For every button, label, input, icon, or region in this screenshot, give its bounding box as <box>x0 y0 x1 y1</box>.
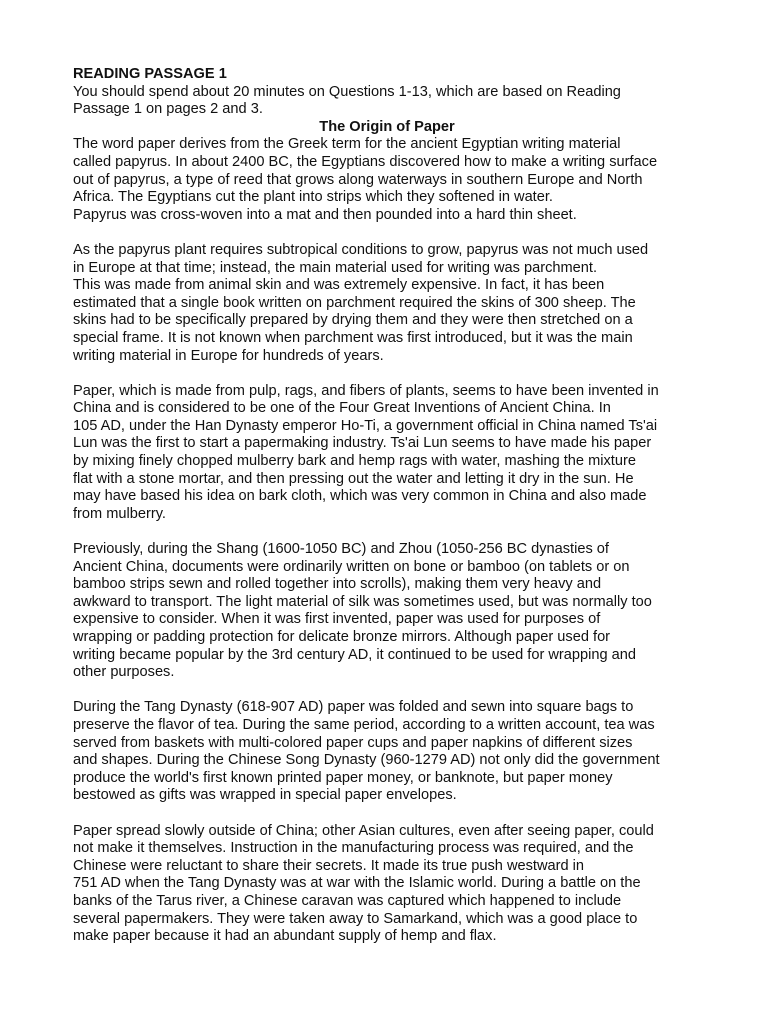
paragraph-line: During the Tang Dynasty (618-907 AD) paper was folded and sewn into square bags to <box>73 699 634 716</box>
paragraph-line: As the papyrus plant requires subtropical conditions to grow, papyrus was not much used <box>73 241 649 258</box>
paragraph <box>73 823 701 946</box>
paragraph-line: Paper spread slowly outside of China; other Asian cultures, even after seeing paper, could <box>73 822 654 839</box>
instructions-line: You should spend about 20 minutes on Questions 1-13, which are based on Reading <box>73 83 621 100</box>
paragraph-line: Ancient China, documents were ordinarily written on bone or bamboo (on tablets or on <box>73 558 630 575</box>
paragraph-line: bestowed as gifts was wrapped in special paper envelopes. <box>73 787 457 804</box>
paragraph <box>73 383 701 524</box>
paragraph-line: by mixing finely chopped mulberry bark and hemp rags with water, mashing the mixture <box>73 453 636 470</box>
paragraph-line: estimated that a single book written on parchment required the skins of 300 sheep. The <box>73 294 636 311</box>
paragraph-line: writing became popular by the 3rd century AD, it continued to be used for wrapping and <box>73 646 637 663</box>
paragraph-line: several papermakers. They were taken away to Samarkand, which was a good place to <box>73 910 638 927</box>
paragraph-line: flat with a stone mortar, and then pressing out the water and letting it dry in the sun. He <box>73 470 634 487</box>
document-page <box>73 66 701 963</box>
paragraph-line: other purposes. <box>73 664 175 681</box>
paragraph-line: China and is considered to be one of the Four Great Inventions of Ancient China. In <box>73 400 611 417</box>
paragraph-line: bamboo strips sewn and rolled together into scrolls), making them very heavy and <box>73 576 602 593</box>
paragraph-line: The word paper derives from the Greek term for the ancient Egyptian writing material <box>73 136 621 153</box>
paragraph-line: make paper because it had an abundant supply of hemp and flax. <box>73 928 497 945</box>
article-body <box>73 136 701 945</box>
paragraph-line: Lun was the first to start a papermaking industry. Ts'ai Lun seems to have made his paper <box>73 435 652 452</box>
paragraph <box>73 242 701 365</box>
paragraph-line: in Europe at that time; instead, the main material used for writing was parchment. <box>73 259 598 276</box>
paragraph-line: Chinese were reluctant to share their secrets. It made its true push westward in <box>73 857 585 874</box>
paragraph <box>73 541 701 682</box>
paragraph-line: wrapping or padding protection for delicate bronze mirrors. Although paper used for <box>73 629 611 645</box>
paragraph-line: skins had to be specifically prepared by drying them and they were then stretched on a <box>73 312 633 329</box>
paragraph-line: Paper, which is made from pulp, rags, and fibers of plants, seems to have been invented in <box>73 382 659 399</box>
paragraph-line: 751 AD when the Tang Dynasty was at war with the Islamic world. During a battle on the <box>73 875 641 892</box>
paragraph-line: expensive to consider. When it was first invented, paper was used for purposes of <box>73 611 601 628</box>
paragraph-line: writing material in Europe for hundreds of years. <box>73 347 384 364</box>
paragraph-line: 105 AD, under the Han Dynasty emperor Ho-Ti, a government official in China named Ts'ai <box>73 417 658 434</box>
paragraph-line: may have based his idea on bark cloth, which was very common in China and also made <box>73 488 647 505</box>
paragraph-line: Papyrus was cross-woven into a mat and then pounded into a hard thin sheet. <box>73 206 577 223</box>
article-title: The Origin of Paper <box>319 118 455 135</box>
paragraph-line: produce the world's first known printed paper money, or banknote, but paper money <box>73 769 613 786</box>
paragraph-line: called papyrus. In about 2400 BC, the Egyptians discovered how to make a writing surface <box>73 153 658 170</box>
paragraph-line: preserve the flavor of tea. During the same period, according to a written account, tea was <box>73 716 655 733</box>
instructions-line: Passage 1 on pages 2 and 3. <box>73 101 263 118</box>
paragraph-line: from mulberry. <box>73 505 166 522</box>
paragraph <box>73 136 701 224</box>
paragraph-line: served from baskets with multi-colored paper cups and paper napkins of different sizes <box>73 734 633 751</box>
paragraph-line: banks of the Tarus river, a Chinese caravan was captured which happened to include <box>73 892 622 909</box>
paragraph <box>73 699 701 805</box>
paragraph-line: awkward to transport. The light material of silk was sometimes used, but was normally too <box>73 593 652 610</box>
paragraph-line: not make it themselves. Instruction in the manufacturing process was required, and the <box>73 840 634 857</box>
paragraph-line: out of papyrus, a type of reed that grows along waterways in southern Europe and North <box>73 171 643 188</box>
section-title: READING PASSAGE 1 <box>73 66 227 82</box>
paragraph-line: special frame. It is not known when parchment was first introduced, but it was the main <box>73 329 633 346</box>
paragraph-line: This was made from animal skin and was extremely expensive. In fact, it has been <box>73 277 605 294</box>
paragraph-line: Previously, during the Shang (1600-1050 BC) and Zhou (1050-256 BC dynasties of <box>73 541 609 558</box>
paragraph-line: Africa. The Egyptians cut the plant into strips which they softened in water. <box>73 189 553 206</box>
paragraph-line: and shapes. During the Chinese Song Dynasty (960-1279 AD) not only did the government <box>73 752 660 769</box>
